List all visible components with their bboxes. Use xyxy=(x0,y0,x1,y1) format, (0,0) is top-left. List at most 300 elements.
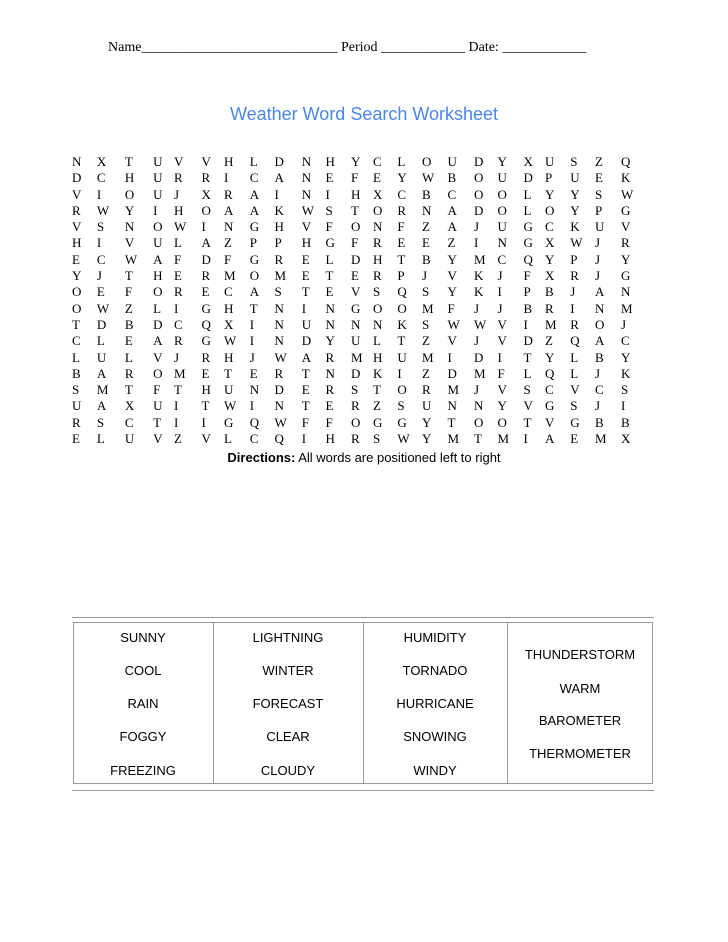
grid-letter[interactable]: A xyxy=(595,284,605,300)
grid-letter[interactable]: F xyxy=(124,284,133,300)
grid-letter[interactable]: S xyxy=(325,202,333,218)
grid-letter[interactable]: U xyxy=(72,398,82,414)
grid-letter[interactable]: L xyxy=(570,365,579,381)
grid-letter[interactable]: Y xyxy=(570,186,580,202)
grid-letter[interactable]: G xyxy=(570,414,580,430)
grid-letter[interactable]: P xyxy=(249,235,258,251)
grid-letter[interactable]: R xyxy=(570,316,579,332)
grid-letter[interactable]: Z xyxy=(422,365,430,381)
grid-letter[interactable]: J xyxy=(474,382,480,398)
grid-letter[interactable]: A xyxy=(249,202,260,218)
grid-letter[interactable]: J xyxy=(474,219,480,235)
grid-letter[interactable]: K xyxy=(570,219,580,235)
grid-letter[interactable]: P xyxy=(274,235,282,251)
grid-letter[interactable]: R xyxy=(201,268,211,284)
grid-letter[interactable]: T xyxy=(373,382,381,398)
grid-letter[interactable]: Q xyxy=(249,414,260,430)
grid-letter[interactable]: Q xyxy=(621,154,631,169)
grid-letter[interactable]: E xyxy=(301,268,310,284)
grid-letter[interactable]: Y xyxy=(545,186,555,202)
grid-letter[interactable]: O xyxy=(351,414,361,430)
grid-letter[interactable]: I xyxy=(301,431,307,447)
grid-letter[interactable]: C xyxy=(545,382,554,398)
grid-letter[interactable]: C xyxy=(96,251,106,267)
grid-letter[interactable]: I xyxy=(201,414,206,430)
grid-letter[interactable]: I xyxy=(523,316,528,332)
grid-letter[interactable]: M xyxy=(224,268,236,284)
grid-letter[interactable]: L xyxy=(249,154,258,169)
grid-letter[interactable]: W xyxy=(224,398,237,414)
grid-letter[interactable]: J xyxy=(595,398,601,414)
grid-letter[interactable]: P xyxy=(595,202,603,218)
grid-letter[interactable]: Z xyxy=(595,154,603,169)
grid-letter[interactable]: K xyxy=(274,202,284,218)
grid-letter[interactable]: V xyxy=(72,219,82,235)
grid-letter[interactable]: T xyxy=(153,414,162,430)
grid-letter[interactable]: N xyxy=(373,219,383,235)
grid-letter[interactable]: S xyxy=(373,284,381,300)
grid-letter[interactable]: Y xyxy=(545,349,555,365)
grid-letter[interactable]: R xyxy=(373,235,382,251)
grid-letter[interactable]: D xyxy=(351,251,361,267)
date-blank[interactable]: ____________ xyxy=(502,40,587,55)
grid-letter[interactable]: O xyxy=(153,219,163,235)
grid-letter[interactable]: R xyxy=(325,382,335,398)
grid-letter[interactable]: J xyxy=(174,349,180,365)
grid-letter[interactable]: N xyxy=(274,398,284,414)
grid-letter[interactable]: Y xyxy=(621,349,631,365)
grid-letter[interactable]: C xyxy=(545,219,554,235)
grid-letter[interactable]: S xyxy=(397,398,405,414)
grid-letter[interactable]: S xyxy=(523,382,531,398)
grid-letter[interactable]: J xyxy=(621,316,627,332)
grid-letter[interactable]: G xyxy=(325,235,335,251)
grid-letter[interactable]: K xyxy=(373,365,383,381)
grid-letter[interactable]: U xyxy=(497,219,507,235)
grid-letter[interactable]: F xyxy=(351,170,359,186)
grid-letter[interactable]: N xyxy=(497,235,507,251)
grid-letter[interactable]: J xyxy=(497,268,503,284)
grid-letter[interactable]: N xyxy=(301,186,312,202)
grid-letter[interactable]: C xyxy=(249,170,259,186)
grid-letter[interactable]: N xyxy=(325,300,335,316)
grid-letter[interactable]: H xyxy=(301,235,312,251)
grid-letter[interactable]: L xyxy=(325,251,334,267)
grid-letter[interactable]: R xyxy=(174,284,183,300)
grid-letter[interactable]: G xyxy=(523,235,533,251)
grid-letter[interactable]: J xyxy=(474,300,480,316)
grid-letter[interactable]: B xyxy=(422,251,431,267)
grid-letter[interactable]: O xyxy=(474,414,484,430)
grid-letter[interactable]: L xyxy=(224,431,232,447)
grid-letter[interactable]: E xyxy=(301,382,310,398)
grid-letter[interactable]: G xyxy=(249,251,260,267)
grid-letter[interactable]: A xyxy=(301,349,312,365)
grid-letter[interactable]: N xyxy=(595,300,605,316)
grid-letter[interactable]: I xyxy=(249,333,255,349)
grid-letter[interactable]: T xyxy=(351,202,359,218)
grid-letter[interactable]: V xyxy=(497,382,507,398)
grid-letter[interactable]: U xyxy=(497,170,507,186)
grid-letter[interactable]: U xyxy=(153,398,163,414)
grid-letter[interactable]: H xyxy=(373,251,383,267)
grid-letter[interactable]: I xyxy=(570,300,575,316)
grid-letter[interactable]: T xyxy=(325,268,334,284)
grid-letter[interactable]: F xyxy=(397,219,405,235)
grid-letter[interactable]: H xyxy=(224,349,234,365)
grid-letter[interactable]: G xyxy=(224,414,234,430)
grid-letter[interactable]: Z xyxy=(224,235,232,251)
grid-letter[interactable]: C xyxy=(124,414,134,430)
grid-letter[interactable]: S xyxy=(274,284,282,300)
grid-letter[interactable]: C xyxy=(397,186,407,202)
grid-letter[interactable]: A xyxy=(153,251,163,267)
grid-letter[interactable]: M xyxy=(474,251,486,267)
grid-letter[interactable]: G xyxy=(523,219,533,235)
grid-letter[interactable]: O xyxy=(474,186,484,202)
grid-letter[interactable]: O xyxy=(351,219,361,235)
grid-letter[interactable]: N xyxy=(72,154,82,169)
grid-letter[interactable]: E xyxy=(301,251,310,267)
grid-letter[interactable]: I xyxy=(325,186,330,202)
grid-letter[interactable]: O xyxy=(72,284,82,300)
grid-letter[interactable]: S xyxy=(72,382,80,398)
grid-letter[interactable]: R xyxy=(224,186,233,202)
grid-letter[interactable]: D xyxy=(301,333,312,349)
grid-letter[interactable]: T xyxy=(201,398,210,414)
grid-letter[interactable]: O xyxy=(153,365,163,381)
grid-letter[interactable]: G xyxy=(201,333,211,349)
grid-letter[interactable]: I xyxy=(174,398,179,414)
grid-letter[interactable]: N xyxy=(274,333,284,349)
grid-letter[interactable]: O xyxy=(397,300,407,316)
grid-letter[interactable]: X xyxy=(545,268,555,284)
grid-letter[interactable]: M xyxy=(351,349,363,365)
grid-letter[interactable]: I xyxy=(274,186,279,202)
grid-letter[interactable]: L xyxy=(174,235,182,251)
grid-letter[interactable]: G xyxy=(621,202,631,218)
grid-letter[interactable]: H xyxy=(373,349,383,365)
grid-letter[interactable]: I xyxy=(201,219,206,235)
grid-letter[interactable]: Y xyxy=(124,202,135,218)
grid-letter[interactable]: I xyxy=(497,284,502,300)
grid-letter[interactable]: O xyxy=(497,186,507,202)
grid-letter[interactable]: O xyxy=(124,186,135,202)
grid-letter[interactable]: E xyxy=(422,235,430,251)
grid-letter[interactable]: V xyxy=(174,154,184,169)
grid-letter[interactable]: E xyxy=(72,431,80,447)
grid-letter[interactable]: H xyxy=(351,186,361,202)
grid-letter[interactable]: V xyxy=(497,333,507,349)
grid-letter[interactable]: C xyxy=(96,170,106,186)
grid-letter[interactable]: O xyxy=(373,202,383,218)
grid-letter[interactable]: W xyxy=(274,414,287,430)
grid-letter[interactable]: V xyxy=(153,349,163,365)
grid-letter[interactable]: K xyxy=(621,365,631,381)
grid-letter[interactable]: F xyxy=(174,251,182,267)
grid-letter[interactable]: R xyxy=(174,333,183,349)
grid-letter[interactable]: Z xyxy=(422,219,430,235)
grid-letter[interactable]: O xyxy=(545,202,555,218)
grid-letter[interactable]: X xyxy=(201,186,211,202)
grid-letter[interactable]: J xyxy=(96,268,102,284)
grid-letter[interactable]: R xyxy=(570,268,579,284)
grid-letter[interactable]: R xyxy=(72,414,81,430)
grid-letter[interactable]: N xyxy=(274,316,284,332)
grid-letter[interactable]: W xyxy=(124,251,138,267)
grid-letter[interactable]: P xyxy=(523,284,531,300)
grid-letter[interactable]: W xyxy=(570,235,583,251)
grid-letter[interactable]: I xyxy=(249,398,255,414)
grid-letter[interactable]: W xyxy=(474,316,487,332)
grid-letter[interactable]: H xyxy=(201,382,211,398)
grid-letter[interactable]: I xyxy=(174,300,179,316)
grid-letter[interactable]: R xyxy=(274,251,284,267)
grid-letter[interactable]: M xyxy=(474,365,486,381)
grid-letter[interactable]: Y xyxy=(351,154,361,169)
grid-letter[interactable]: B xyxy=(422,186,431,202)
grid-letter[interactable]: W xyxy=(621,186,634,202)
grid-letter[interactable]: O xyxy=(497,414,507,430)
grid-letter[interactable]: T xyxy=(124,268,133,284)
grid-letter[interactable]: V xyxy=(447,333,457,349)
grid-letter[interactable]: T xyxy=(124,154,133,169)
grid-letter[interactable]: H xyxy=(124,170,135,186)
grid-letter[interactable]: N xyxy=(274,300,284,316)
grid-letter[interactable]: G xyxy=(397,414,407,430)
grid-letter[interactable]: B xyxy=(621,414,630,430)
grid-letter[interactable]: E xyxy=(373,170,381,186)
grid-letter[interactable]: O xyxy=(201,202,211,218)
grid-letter[interactable]: D xyxy=(474,202,484,218)
grid-letter[interactable]: I xyxy=(497,349,502,365)
grid-letter[interactable]: N xyxy=(325,316,335,332)
grid-letter[interactable]: J xyxy=(422,268,428,284)
grid-letter[interactable]: W xyxy=(301,202,315,218)
grid-letter[interactable]: H xyxy=(325,154,335,169)
grid-letter[interactable]: L xyxy=(96,431,105,447)
grid-letter[interactable]: G xyxy=(621,268,631,284)
grid-letter[interactable]: D xyxy=(523,333,533,349)
grid-letter[interactable]: E xyxy=(397,235,406,251)
grid-letter[interactable]: D xyxy=(447,365,457,381)
grid-letter[interactable]: J xyxy=(249,349,255,365)
grid-letter[interactable]: D xyxy=(274,154,284,169)
grid-letter[interactable]: Z xyxy=(545,333,553,349)
grid-letter[interactable]: W xyxy=(447,316,460,332)
grid-letter[interactable]: K xyxy=(397,316,407,332)
grid-letter[interactable]: E xyxy=(595,170,603,186)
grid-letter[interactable]: H xyxy=(325,431,335,447)
grid-letter[interactable]: U xyxy=(397,349,407,365)
grid-letter[interactable]: E xyxy=(96,284,105,300)
grid-letter[interactable]: A xyxy=(447,219,457,235)
grid-letter[interactable]: T xyxy=(174,382,182,398)
grid-letter[interactable]: I xyxy=(96,235,102,251)
grid-letter[interactable]: N xyxy=(301,170,312,186)
grid-letter[interactable]: U xyxy=(351,333,361,349)
grid-letter[interactable]: C xyxy=(595,382,604,398)
grid-letter[interactable]: I xyxy=(96,186,102,202)
grid-letter[interactable]: D xyxy=(474,154,484,169)
grid-letter[interactable]: X xyxy=(523,154,533,169)
grid-letter[interactable]: Y xyxy=(397,170,407,186)
grid-letter[interactable]: O xyxy=(153,284,163,300)
grid-letter[interactable]: Q xyxy=(274,431,284,447)
grid-letter[interactable]: L xyxy=(523,365,532,381)
grid-letter[interactable]: R xyxy=(124,365,134,381)
grid-letter[interactable]: G xyxy=(201,300,211,316)
grid-letter[interactable]: U xyxy=(301,316,312,332)
grid-letter[interactable]: O xyxy=(72,300,82,316)
grid-letter[interactable]: C xyxy=(72,333,81,349)
grid-letter[interactable]: S xyxy=(422,284,430,300)
grid-letter[interactable]: U xyxy=(153,154,163,169)
grid-letter[interactable]: M xyxy=(274,268,287,284)
grid-letter[interactable]: R xyxy=(201,349,211,365)
grid-letter[interactable]: Q xyxy=(397,284,407,300)
grid-letter[interactable]: S xyxy=(570,154,578,169)
grid-letter[interactable]: R xyxy=(373,268,382,284)
grid-letter[interactable]: E xyxy=(325,170,334,186)
grid-letter[interactable]: M xyxy=(447,431,460,447)
grid-letter[interactable]: H xyxy=(174,202,184,218)
grid-letter[interactable]: E xyxy=(174,268,182,284)
grid-letter[interactable]: F xyxy=(351,235,359,251)
grid-letter[interactable]: L xyxy=(397,154,406,169)
grid-letter[interactable]: D xyxy=(201,251,211,267)
grid-letter[interactable]: U xyxy=(570,170,580,186)
grid-letter[interactable]: G xyxy=(545,398,555,414)
grid-letter[interactable]: A xyxy=(545,431,555,447)
grid-letter[interactable]: F xyxy=(224,251,232,267)
grid-letter[interactable]: E xyxy=(325,284,334,300)
grid-letter[interactable]: V xyxy=(570,382,580,398)
grid-letter[interactable]: X xyxy=(124,398,135,414)
grid-letter[interactable]: Y xyxy=(72,268,82,284)
grid-letter[interactable]: O xyxy=(422,154,432,169)
grid-letter[interactable]: W xyxy=(422,170,435,186)
grid-letter[interactable]: V xyxy=(301,219,312,235)
grid-letter[interactable]: B xyxy=(595,349,604,365)
grid-letter[interactable]: X xyxy=(96,154,107,169)
grid-letter[interactable]: U xyxy=(447,154,457,169)
grid-letter[interactable]: M xyxy=(545,316,557,332)
period-blank[interactable]: ____________ xyxy=(381,40,465,55)
grid-letter[interactable]: D xyxy=(96,316,107,332)
grid-letter[interactable]: D xyxy=(351,365,361,381)
grid-letter[interactable]: E xyxy=(249,365,258,381)
grid-letter[interactable]: U xyxy=(595,219,605,235)
grid-letter[interactable]: F xyxy=(325,414,333,430)
grid-letter[interactable]: A xyxy=(153,333,163,349)
grid-letter[interactable]: B xyxy=(124,316,134,332)
grid-letter[interactable]: K xyxy=(474,284,484,300)
grid-letter[interactable]: U xyxy=(153,170,163,186)
grid-letter[interactable]: T xyxy=(224,365,232,381)
grid-letter[interactable]: U xyxy=(422,398,432,414)
grid-letter[interactable]: V xyxy=(72,186,82,202)
grid-letter[interactable]: A xyxy=(201,235,211,251)
grid-letter[interactable]: C xyxy=(249,431,259,447)
grid-letter[interactable]: I xyxy=(153,202,158,218)
grid-letter[interactable]: M xyxy=(621,300,633,316)
grid-letter[interactable]: V xyxy=(351,284,361,300)
grid-letter[interactable]: Y xyxy=(447,251,457,267)
grid-letter[interactable]: N xyxy=(325,365,335,381)
grid-letter[interactable]: H xyxy=(224,154,234,169)
grid-letter[interactable]: V xyxy=(545,414,555,430)
grid-letter[interactable]: Y xyxy=(497,154,507,169)
grid-letter[interactable]: D xyxy=(72,170,82,186)
grid-letter[interactable]: K xyxy=(621,170,631,186)
grid-letter[interactable]: Q xyxy=(570,333,580,349)
grid-letter[interactable]: M xyxy=(96,382,109,398)
grid-letter[interactable]: S xyxy=(96,414,105,430)
grid-letter[interactable]: D xyxy=(153,316,163,332)
grid-letter[interactable]: V xyxy=(124,235,135,251)
grid-letter[interactable]: W xyxy=(224,333,237,349)
grid-letter[interactable]: O xyxy=(595,316,605,332)
grid-letter[interactable]: J xyxy=(595,268,601,284)
grid-letter[interactable]: S xyxy=(96,219,105,235)
grid-letter[interactable]: S xyxy=(422,316,430,332)
grid-letter[interactable]: R xyxy=(397,202,407,218)
grid-letter[interactable]: A xyxy=(249,284,260,300)
grid-letter[interactable]: T xyxy=(523,349,532,365)
grid-letter[interactable]: O xyxy=(474,170,484,186)
grid-letter[interactable]: F xyxy=(447,300,455,316)
grid-letter[interactable]: T xyxy=(301,398,310,414)
grid-letter[interactable]: D xyxy=(523,170,533,186)
grid-letter[interactable]: E xyxy=(351,268,359,284)
grid-letter[interactable]: B xyxy=(595,414,604,430)
grid-letter[interactable]: C xyxy=(174,316,183,332)
grid-letter[interactable]: H xyxy=(153,268,163,284)
grid-letter[interactable]: A xyxy=(96,365,107,381)
grid-letter[interactable]: C xyxy=(373,154,382,169)
grid-letter[interactable]: L xyxy=(124,349,133,365)
grid-letter[interactable]: W xyxy=(96,300,110,316)
grid-letter[interactable]: K xyxy=(474,268,484,284)
grid-letter[interactable]: X xyxy=(545,235,555,251)
grid-letter[interactable]: X xyxy=(373,186,383,202)
grid-letter[interactable]: U xyxy=(153,235,163,251)
grid-letter[interactable]: I xyxy=(301,300,307,316)
grid-letter[interactable]: J xyxy=(474,333,480,349)
grid-letter[interactable]: I xyxy=(447,349,452,365)
grid-letter[interactable]: L xyxy=(523,186,532,202)
grid-letter[interactable]: Z xyxy=(174,431,182,447)
grid-letter[interactable]: R xyxy=(351,398,360,414)
grid-letter[interactable]: T xyxy=(447,414,456,430)
grid-letter[interactable]: F xyxy=(497,365,505,381)
grid-letter[interactable]: E xyxy=(570,431,579,447)
grid-letter[interactable]: Q xyxy=(201,316,211,332)
grid-letter[interactable]: H xyxy=(274,219,284,235)
grid-letter[interactable]: M xyxy=(595,431,607,447)
grid-letter[interactable]: L xyxy=(570,349,579,365)
grid-letter[interactable]: N xyxy=(373,316,383,332)
grid-letter[interactable]: V xyxy=(201,154,211,169)
grid-letter[interactable]: C xyxy=(447,186,457,202)
grid-letter[interactable]: T xyxy=(249,300,258,316)
grid-letter[interactable]: V xyxy=(497,316,507,332)
grid-letter[interactable]: G xyxy=(351,300,361,316)
grid-letter[interactable]: M xyxy=(174,365,186,381)
grid-letter[interactable]: Z xyxy=(373,398,381,414)
grid-letter[interactable]: M xyxy=(422,300,434,316)
